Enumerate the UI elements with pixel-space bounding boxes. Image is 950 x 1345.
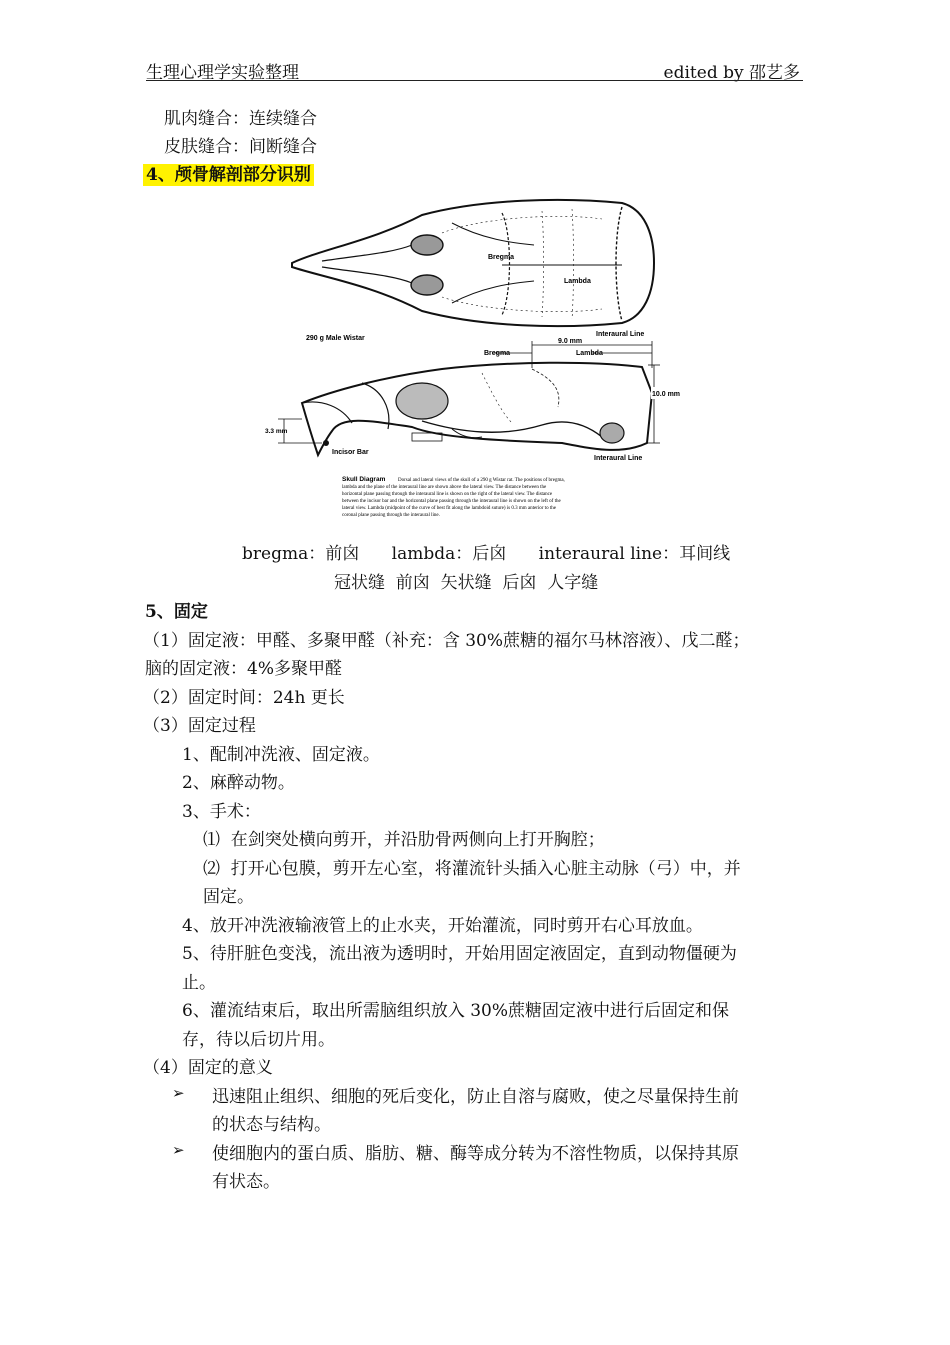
measure-9mm-label: 9.0 mm — [558, 338, 583, 345]
step-2: 2、麻醉动物。 — [182, 773, 295, 793]
step-4: 4、放开冲洗液输液管上的止水夹，开始灌流，同时剪开右心耳放血。 — [182, 916, 703, 936]
fixation-meaning-heading: （4）固定的意义 — [143, 1058, 273, 1078]
caption-line-6: coronal plane passing through the interaural line. — [342, 513, 440, 518]
caption-line-4: between the incisor bar and the horizontal plane passing through the interaural line is shown on the left of the — [342, 499, 561, 504]
step-3-sub-2: ⑵ 打开心包膜，剪开左心室，将灌流针头插入心脏主动脉（弓）中，并 — [203, 859, 741, 879]
step-6: 6、灌流结束后，取出所需脑组织放入 30%蔗糖固定液中进行后固定和保 — [182, 1001, 730, 1021]
meaning-bullet-2: 使细胞内的蛋白质、脂肪、糖、酶等成分转为不溶性物质，以保持其原 — [212, 1144, 739, 1164]
terms-line-2: 冠状缝 前囟 矢状缝 后囟 人字缝 — [334, 573, 599, 593]
step-3: 3、手术： — [182, 802, 261, 822]
skull-diagram-svg — [262, 193, 681, 523]
section4-heading — [143, 160, 314, 185]
rat-weight-label: 290 g Male Wistar — [306, 335, 365, 342]
caption-line-1: Dorsal and lateral views of the skull of a 290 g Wistar rat. The positions of bregma, — [398, 478, 565, 483]
fixative-line-2: 脑的固定液：4%多聚甲醛 — [145, 659, 342, 679]
meaning-bullet-2-cont: 有状态。 — [212, 1172, 280, 1192]
incisor-bar-dot — [323, 440, 329, 446]
measure-3mm-label: 3.3 mm — [265, 428, 288, 435]
step-1: 1、配制冲洗液、固定液。 — [182, 745, 380, 765]
measurement-10mm — [648, 365, 660, 443]
step-6-cont: 存，待以后切片用。 — [182, 1030, 335, 1050]
caption-line-2: lambda and the plane of the interaural line are shown above the lateral view. The distance between the — [342, 485, 547, 490]
measure-10mm-label: 10.0 mm — [652, 391, 681, 398]
step-5: 5、待肝脏色变浅，流出液为透明时，开始用固定液固定，直到动物僵硬为 — [182, 944, 737, 964]
bullet-arrow-icon: ➢ — [172, 1141, 185, 1159]
lateral-view — [302, 363, 652, 455]
step-3-sub-2-cont: 固定。 — [203, 887, 254, 907]
header-rule — [146, 80, 803, 81]
section4-heading-text: 4、颅骨解剖部分识别 — [143, 164, 314, 186]
top-interaural-label: Interaural Line — [596, 331, 645, 338]
fixation-process-heading: （3）固定过程 — [143, 716, 256, 736]
step-5-cont: 止。 — [182, 973, 216, 993]
dorsal-lambda-label: Lambda — [564, 278, 591, 285]
meaning-bullet-1-cont: 的状态与结构。 — [212, 1115, 331, 1135]
fixation-time: （2）固定时间：24h 更长 — [143, 688, 345, 708]
incisor-bar-label: Incisor Bar — [332, 449, 369, 456]
header-editor: edited by 邵艺多 — [663, 63, 800, 83]
caption-title: Skull Diagram — [342, 476, 386, 483]
dorsal-bregma-label: Bregma — [488, 254, 515, 261]
dorsal-view — [292, 200, 654, 326]
fixative-line-1: （1）固定液：甲醛、多聚甲醛（补充：含 30%蔗糖的福尔马林溶液）、戊二醛； — [143, 631, 750, 651]
step-3-sub-1: ⑴ 在剑突处横向剪开，并沿肋骨两侧向上打开胸腔； — [203, 830, 605, 850]
terms-line-1: bregma：前囟 lambda：后囟 interaural line：耳间线 — [242, 544, 731, 564]
bottom-interaural-label: Interaural Line — [594, 455, 643, 462]
lateral-lambda-label: Lambda — [576, 350, 603, 357]
section5-heading: 5、固定 — [145, 602, 208, 622]
bullet-arrow-icon: ➢ — [172, 1084, 185, 1102]
caption-line-3: horizontal plane passing through the interaural line is shown on the right of the lateral view. The distance — [342, 492, 553, 497]
caption-line-5: lateral view. Lambda (midpoint of the curve of best fit along the lambdoid suture) is 0.3 mm anterior to the — [342, 506, 556, 511]
skull-diagram-figure — [262, 193, 681, 523]
skin-suture-line: 皮肤缝合：间断缝合 — [164, 137, 317, 157]
header-title: 生理心理学实验整理 — [146, 63, 299, 83]
muscle-suture-line: 肌肉缝合：连续缝合 — [164, 109, 317, 129]
lateral-bregma-label: Bregma — [484, 350, 511, 357]
meaning-bullet-1: 迅速阻止组织、细胞的死后变化，防止自溶与腐败，使之尽量保持生前 — [212, 1087, 739, 1107]
